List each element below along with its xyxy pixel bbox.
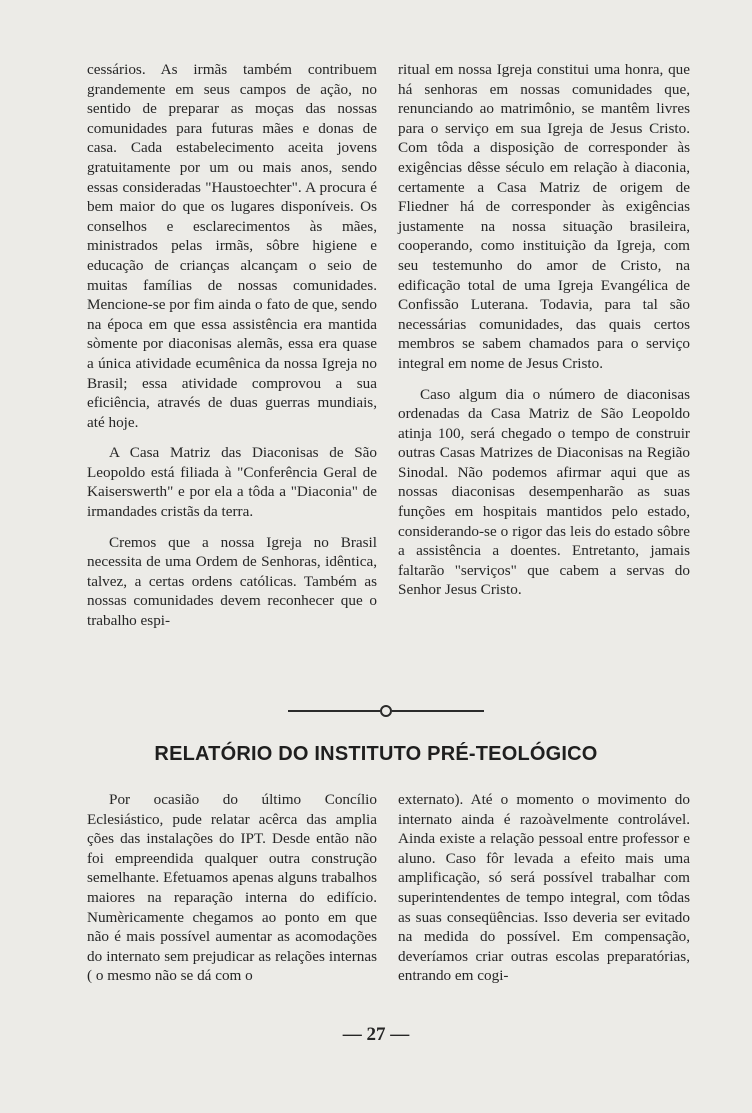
section-title: RELATÓRIO DO INSTITUTO PRÉ-TEOLÓGICO [154,743,598,765]
section-divider [288,705,484,717]
paragraph: ritual em nossa Igreja constitui uma honra, que há senhoras em nossas comunidades que, renunciando ao matrimônio, se mantêm livres para o serviço em sua Igreja de Jesus Cristo. Com tôda a disposição de corresponder às exigências dêsse século em relação à diaconia, certamente a Casa Matriz de origem de Fliedner há de corresponder às exigências justamente na nossa situação brasileira, cooperando, como instituição da Igreja, com seu testemunho do amor de Cristo, na edificação total de uma Igreja Evangélica de Confissão Luterana. Todavia, para tal são necessárias comunidades, das quais certos membros se sabem chamados para o serviço integral em nome de Jesus Cristo. [398,61,690,372]
paragraph: cessários. As irmãs também contribuem grandemente em seus campos de ação, no sentido de preparar as moças das nossas comunidades para futuras mães e donas de casa. Cada estabelecimento aceita jovens gratuitamente por um ou mais anos, sendo essas consideradas "Haustoechter". A procura é bem maior do que os lugares disponíveis. Os conselhos e esclarecimentos às mães, ministrados pelas irmãs, sôbre higiene e educação de crianças alcançam o seio de muitas famílias de nossas comunidades. Mencione-se por fim ainda o fato de que, sendo na época em que essa assistência era mantida sòmente por diaconisas alemãs, essa era quase a única atividade ecumênica da nossa Igreja no Brasil; essa atividade comprovou a sua eficiência, através de duas guerras mundiais, até hoje. [87,61,377,431]
divider-ring-icon [380,705,392,717]
top-left-column [87,60,377,631]
paragraph: A Casa Matriz das Diaconisas de São Leopoldo está filiada à "Conferência Geral de Kaiserswerth" e por ela a tôda a "Diaconia" de irmandades cristãs da terra. [87,444,377,521]
paragraph: Caso algum dia o número de diaconisas ordenadas da Casa Matriz de São Leopoldo atinja 100, será chegado o tempo de construir outras Casas Matrizes de Diaconisas na Região Sinodal. Não podemos afirmar aqui que as nossas diaconisas desempenharão as suas funções em hospitais mantidos pelo estado, considerando-se o rigor das leis do estado sôbre a assistência a doentes. Entretanto, jamais faltarão "serviços" que cabem a servas do Senhor Jesus Cristo. [398,385,690,599]
top-right-column [398,60,690,600]
section-right-column [398,790,690,986]
paragraph: Por ocasião do último Concílio Eclesiástico, pude relatar acêrca das amplia ções das instalações do IPT. Desde então não foi empreendida qualquer outra construção semelhante. Efetuamos apenas alguns trabalhos maiores na reparação interna do edifício. Numèricamente chegamos ao ponto em que não é mais possível aumentar as acomodações do internato sem prejudicar as relações internas ( o mesmo não se dá com o [87,791,377,985]
paragraph: Cremos que a nossa Igreja no Brasil necessita de uma Ordem de Senhoras, idêntica, talvez, a certas ordens católicas. Também as nossas comunidades devem reconhecer que o trabalho espi- [87,533,377,630]
section-left-column [87,790,377,986]
paragraph: externato). Até o momento o movimento do internato ainda é razoàvelmente controlável. Ainda existe a relação pessoal entre professor e aluno. Caso fôr levada a efeito mais uma amplificação, só será possível trabalhar com superintendentes de tempo integral, com tôdas as suas conseqüências. Isso deveria ser evitado na medida do possível. Em compensação, deveríamos criar outras escolas preparatórias, entrando em cogi- [398,791,690,985]
page-number: — 27 — [342,1024,410,1045]
